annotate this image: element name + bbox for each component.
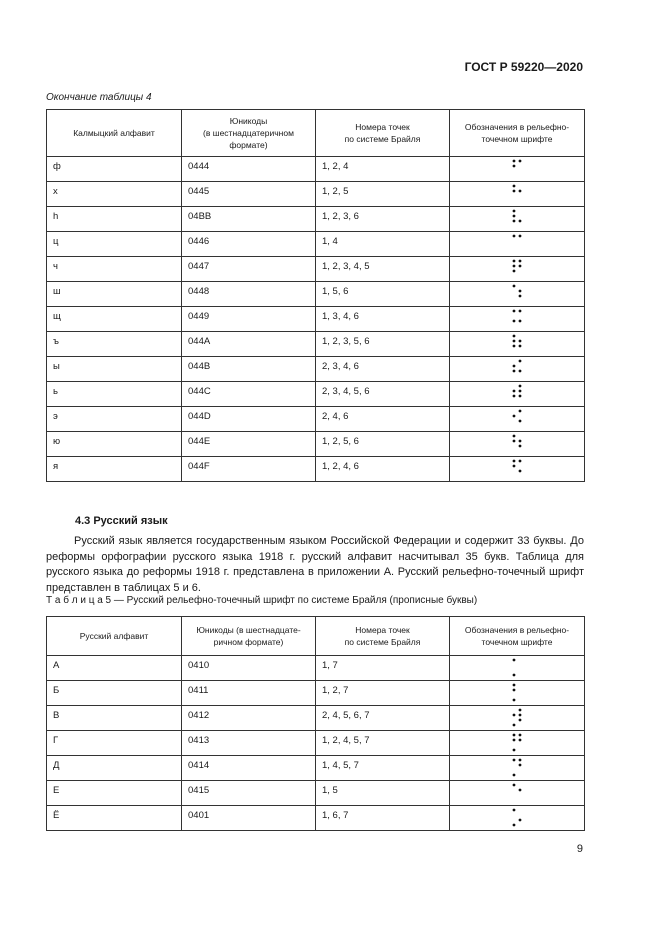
braille-cell bbox=[450, 806, 585, 831]
letter-cell: э bbox=[47, 407, 182, 432]
unicode-cell: 0414 bbox=[182, 756, 316, 781]
unicode-cell: 044C bbox=[182, 382, 316, 407]
braille-symbol bbox=[511, 308, 523, 330]
braille-cell bbox=[450, 756, 585, 781]
table5-caption: Т а б л и ц а 5 — Русский рельефно-точечный шрифт по системе Брайля (прописные буквы) bbox=[46, 595, 478, 606]
letter-cell: Д bbox=[47, 756, 182, 781]
braille-dot-2 bbox=[513, 714, 516, 717]
braille-dot-6 bbox=[519, 719, 522, 722]
braille-dot-3 bbox=[513, 270, 516, 273]
table-row bbox=[47, 282, 585, 307]
braille-dot-4 bbox=[519, 235, 522, 238]
braille-dot-1 bbox=[513, 310, 516, 313]
braille-dot-7 bbox=[513, 699, 516, 702]
braille-dot-2 bbox=[513, 390, 516, 393]
braille-dot-1 bbox=[513, 784, 516, 787]
braille-dot-2 bbox=[513, 190, 516, 193]
dots-cell: 2, 3, 4, 6 bbox=[316, 357, 450, 382]
braille-dot-5 bbox=[519, 714, 522, 717]
table-row bbox=[47, 332, 585, 357]
letter-cell: Б bbox=[47, 681, 182, 706]
unicode-cell: 0412 bbox=[182, 706, 316, 731]
letter-cell: я bbox=[47, 457, 182, 482]
letter-cell: h bbox=[47, 207, 182, 232]
table-row bbox=[47, 706, 585, 731]
braille-symbol bbox=[511, 183, 523, 205]
braille-dot-3 bbox=[513, 370, 516, 373]
dots-cell: 1, 2, 5, 6 bbox=[316, 432, 450, 457]
braille-cell bbox=[450, 731, 585, 756]
table-row bbox=[47, 656, 585, 681]
letter-cell: Г bbox=[47, 731, 182, 756]
dots-cell: 1, 7 bbox=[316, 656, 450, 681]
unicode-cell: 0444 bbox=[182, 157, 316, 182]
braille-cell bbox=[450, 282, 585, 307]
unicode-cell: 0401 bbox=[182, 806, 316, 831]
braille-dot-2 bbox=[513, 415, 516, 418]
braille-symbol bbox=[511, 233, 523, 255]
braille-cell bbox=[450, 407, 585, 432]
braille-dot-6 bbox=[519, 470, 522, 473]
dots-cell: 1, 4 bbox=[316, 232, 450, 257]
braille-dot-4 bbox=[519, 385, 522, 388]
letter-cell: х bbox=[47, 182, 182, 207]
braille-dot-6 bbox=[519, 420, 522, 423]
braille-symbol bbox=[511, 458, 523, 480]
table-row bbox=[47, 357, 585, 382]
letter-cell: Е bbox=[47, 781, 182, 806]
unicode-cell: 0411 bbox=[182, 681, 316, 706]
braille-dot-1 bbox=[513, 684, 516, 687]
braille-cell bbox=[450, 781, 585, 806]
unicode-cell: 0446 bbox=[182, 232, 316, 257]
braille-symbol bbox=[511, 333, 523, 355]
table-row bbox=[47, 382, 585, 407]
braille-dot-3 bbox=[513, 220, 516, 223]
braille-dot-5 bbox=[519, 390, 522, 393]
braille-symbol bbox=[511, 383, 523, 405]
braille-dot-1 bbox=[513, 210, 516, 213]
braille-cell bbox=[450, 382, 585, 407]
dots-cell: 1, 2, 3, 4, 5 bbox=[316, 257, 450, 282]
braille-dot-5 bbox=[519, 190, 522, 193]
braille-dot-1 bbox=[513, 809, 516, 812]
table5-col-unicode: Юникоды (в шестнадцате- ричном формате) bbox=[182, 617, 316, 656]
braille-dot-6 bbox=[519, 320, 522, 323]
dots-cell: 1, 2, 4, 5, 7 bbox=[316, 731, 450, 756]
braille-symbol bbox=[511, 283, 523, 305]
braille-dot-1 bbox=[513, 460, 516, 463]
section-paragraph: Русский язык является государственным языком Российской Федерации и содержит 33 буквы. До реформы орфографии русского языка 1918 г. русский алфавит насчитывал 35 букв. Таблица для русского языка до реформы 1918 г. представлена в приложении А. Русский рельефно-точечный шрифт представлен в таблицах 5 и 6. bbox=[46, 535, 584, 594]
letter-cell: ч bbox=[47, 257, 182, 282]
braille-symbol bbox=[511, 408, 523, 430]
table-row bbox=[47, 257, 585, 282]
unicode-cell: 0410 bbox=[182, 656, 316, 681]
braille-dot-2 bbox=[513, 689, 516, 692]
braille-symbol bbox=[511, 208, 523, 230]
dots-cell: 2, 3, 4, 5, 6 bbox=[316, 382, 450, 407]
dots-cell: 1, 2, 3, 6 bbox=[316, 207, 450, 232]
letter-cell: ш bbox=[47, 282, 182, 307]
braille-dot-1 bbox=[513, 659, 516, 662]
braille-dot-5 bbox=[519, 739, 522, 742]
braille-cell bbox=[450, 207, 585, 232]
braille-dot-4 bbox=[519, 460, 522, 463]
braille-dot-2 bbox=[513, 440, 516, 443]
braille-cell bbox=[450, 656, 585, 681]
braille-dot-3 bbox=[513, 345, 516, 348]
table4-col-unicode: Юникоды (в шестнадцатеричном формате) bbox=[182, 110, 316, 157]
dots-cell: 1, 6, 7 bbox=[316, 806, 450, 831]
letter-cell: А bbox=[47, 656, 182, 681]
table4-caption: Окончание таблицы 4 bbox=[46, 92, 152, 103]
letter-cell: ю bbox=[47, 432, 182, 457]
braille-cell bbox=[450, 257, 585, 282]
braille-dot-3 bbox=[513, 320, 516, 323]
table-row bbox=[47, 681, 585, 706]
letter-cell: ь bbox=[47, 382, 182, 407]
table5 bbox=[46, 616, 585, 831]
dots-cell: 1, 2, 4 bbox=[316, 157, 450, 182]
table-row bbox=[47, 806, 585, 831]
braille-cell bbox=[450, 232, 585, 257]
braille-dot-6 bbox=[519, 370, 522, 373]
unicode-cell: 0445 bbox=[182, 182, 316, 207]
table-row bbox=[47, 731, 585, 756]
braille-symbol bbox=[511, 158, 523, 180]
braille-dot-1 bbox=[513, 335, 516, 338]
dots-cell: 1, 5 bbox=[316, 781, 450, 806]
braille-dot-6 bbox=[519, 395, 522, 398]
standard-number: ГОСТ Р 59220—2020 bbox=[464, 60, 583, 74]
braille-dot-2 bbox=[513, 465, 516, 468]
dots-cell: 2, 4, 6 bbox=[316, 407, 450, 432]
braille-dot-3 bbox=[513, 395, 516, 398]
dots-cell: 1, 3, 4, 6 bbox=[316, 307, 450, 332]
table-row bbox=[47, 157, 585, 182]
braille-dot-5 bbox=[519, 290, 522, 293]
braille-symbol bbox=[511, 433, 523, 455]
braille-dot-1 bbox=[513, 435, 516, 438]
table-row bbox=[47, 457, 585, 482]
dots-cell: 1, 2, 5 bbox=[316, 182, 450, 207]
table5-header-row bbox=[47, 617, 585, 656]
braille-dot-2 bbox=[513, 365, 516, 368]
table5-col-dots: Номера точек по системе Брайля bbox=[316, 617, 450, 656]
braille-dot-7 bbox=[513, 749, 516, 752]
braille-cell bbox=[450, 332, 585, 357]
braille-symbol bbox=[511, 657, 523, 679]
table5-col-braille: Обозначения в рельефно- точечном шрифте bbox=[450, 617, 585, 656]
braille-dot-6 bbox=[519, 220, 522, 223]
braille-dot-5 bbox=[519, 789, 522, 792]
braille-symbol bbox=[511, 682, 523, 704]
letter-cell: ы bbox=[47, 357, 182, 382]
braille-cell bbox=[450, 457, 585, 482]
unicode-cell: 0447 bbox=[182, 257, 316, 282]
braille-symbol bbox=[511, 807, 523, 829]
braille-dot-4 bbox=[519, 410, 522, 413]
table4 bbox=[46, 109, 585, 482]
braille-symbol bbox=[511, 782, 523, 804]
letter-cell: Ё bbox=[47, 806, 182, 831]
braille-dot-4 bbox=[519, 709, 522, 712]
braille-dot-4 bbox=[519, 310, 522, 313]
braille-dot-6 bbox=[519, 295, 522, 298]
table4-col-alphabet: Калмыцкий алфавит bbox=[47, 110, 182, 157]
braille-cell bbox=[450, 357, 585, 382]
unicode-cell: 04BB bbox=[182, 207, 316, 232]
braille-dot-2 bbox=[513, 340, 516, 343]
braille-dot-7 bbox=[513, 774, 516, 777]
braille-dot-6 bbox=[519, 345, 522, 348]
braille-dot-1 bbox=[513, 759, 516, 762]
braille-symbol bbox=[511, 732, 523, 754]
table4-col-dots: Номера точек по системе Брайля bbox=[316, 110, 450, 157]
braille-dot-4 bbox=[519, 160, 522, 163]
dots-cell: 1, 2, 4, 6 bbox=[316, 457, 450, 482]
braille-dot-7 bbox=[513, 674, 516, 677]
unicode-cell: 044A bbox=[182, 332, 316, 357]
braille-dot-5 bbox=[519, 440, 522, 443]
braille-dot-1 bbox=[513, 260, 516, 263]
dots-cell: 1, 2, 7 bbox=[316, 681, 450, 706]
braille-dot-7 bbox=[513, 824, 516, 827]
section-heading: 4.3 Русский язык bbox=[75, 515, 168, 527]
unicode-cell: 044E bbox=[182, 432, 316, 457]
unicode-cell: 044F bbox=[182, 457, 316, 482]
table5-col-alphabet: Русский алфавит bbox=[47, 617, 182, 656]
braille-symbol bbox=[511, 358, 523, 380]
dots-cell: 1, 4, 5, 7 bbox=[316, 756, 450, 781]
page-number: 9 bbox=[576, 843, 583, 855]
braille-dot-4 bbox=[519, 260, 522, 263]
braille-dot-5 bbox=[519, 764, 522, 767]
braille-symbol bbox=[511, 707, 523, 729]
braille-dot-6 bbox=[519, 445, 522, 448]
braille-dot-1 bbox=[513, 185, 516, 188]
unicode-cell: 0448 bbox=[182, 282, 316, 307]
dots-cell: 1, 5, 6 bbox=[316, 282, 450, 307]
braille-dot-6 bbox=[519, 819, 522, 822]
braille-dot-7 bbox=[513, 724, 516, 727]
braille-cell bbox=[450, 157, 585, 182]
braille-dot-1 bbox=[513, 160, 516, 163]
letter-cell: ъ bbox=[47, 332, 182, 357]
braille-dot-2 bbox=[513, 215, 516, 218]
letter-cell: ф bbox=[47, 157, 182, 182]
unicode-cell: 0413 bbox=[182, 731, 316, 756]
braille-dot-1 bbox=[513, 285, 516, 288]
braille-symbol bbox=[511, 258, 523, 280]
braille-cell bbox=[450, 182, 585, 207]
letter-cell: ц bbox=[47, 232, 182, 257]
table-row bbox=[47, 307, 585, 332]
table-row bbox=[47, 781, 585, 806]
braille-dot-1 bbox=[513, 235, 516, 238]
braille-dot-2 bbox=[513, 165, 516, 168]
unicode-cell: 044D bbox=[182, 407, 316, 432]
table-row bbox=[47, 432, 585, 457]
table-row bbox=[47, 182, 585, 207]
braille-dot-4 bbox=[519, 360, 522, 363]
braille-cell bbox=[450, 307, 585, 332]
braille-dot-2 bbox=[513, 265, 516, 268]
braille-dot-2 bbox=[513, 739, 516, 742]
letter-cell: щ bbox=[47, 307, 182, 332]
braille-cell bbox=[450, 681, 585, 706]
dots-cell: 1, 2, 3, 5, 6 bbox=[316, 332, 450, 357]
dots-cell: 2, 4, 5, 6, 7 bbox=[316, 706, 450, 731]
braille-dot-4 bbox=[519, 734, 522, 737]
table-row bbox=[47, 407, 585, 432]
unicode-cell: 0415 bbox=[182, 781, 316, 806]
braille-dot-5 bbox=[519, 265, 522, 268]
braille-dot-1 bbox=[513, 734, 516, 737]
braille-cell bbox=[450, 706, 585, 731]
unicode-cell: 0449 bbox=[182, 307, 316, 332]
unicode-cell: 044B bbox=[182, 357, 316, 382]
table-row bbox=[47, 756, 585, 781]
braille-dot-4 bbox=[519, 759, 522, 762]
braille-cell bbox=[450, 432, 585, 457]
letter-cell: В bbox=[47, 706, 182, 731]
table4-col-braille: Обозначения в рельефно- точечном шрифте bbox=[450, 110, 585, 157]
braille-symbol bbox=[511, 757, 523, 779]
braille-dot-5 bbox=[519, 340, 522, 343]
table4-header-row bbox=[47, 110, 585, 157]
table-row bbox=[47, 207, 585, 232]
table-row bbox=[47, 232, 585, 257]
